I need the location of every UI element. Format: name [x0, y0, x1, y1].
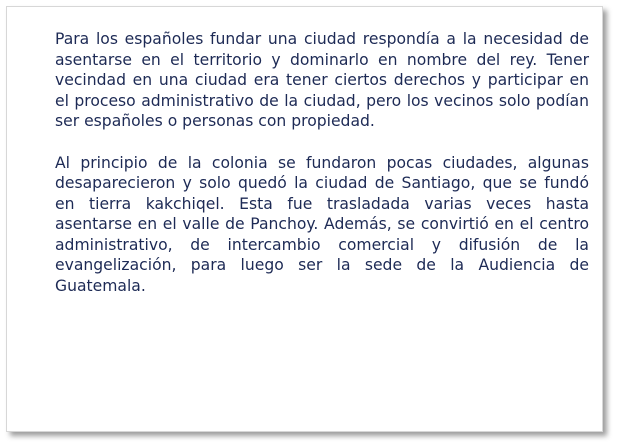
paragraph-1: Para los españoles fundar una ciudad respondía a la necesidad de asentarse en el territorio y dominarlo en nombre del rey. Tener vecindad en una ciudad era tener ciertos derechos y participar en el proceso administrativo de la ciudad, pero los vecinos solo podían ser españoles o personas con propiedad.	[55, 30, 589, 130]
paragraph-2: Al principio de la colonia se fundaron pocas ciudades, algunas desaparecieron y solo quedó la ciudad de Santiago, que se fundó en tierra kakchiqel. Esta fue trasladada varias veces hasta asentarse en el valle de Panchoy. Además, se convirtió en el centro administrativo, de intercambio comercial y difusión de la evangelización, para luego ser la sede de la Audiencia de Guatemala.	[55, 153, 589, 295]
document-body	[55, 29, 589, 296]
document-page	[6, 6, 603, 432]
